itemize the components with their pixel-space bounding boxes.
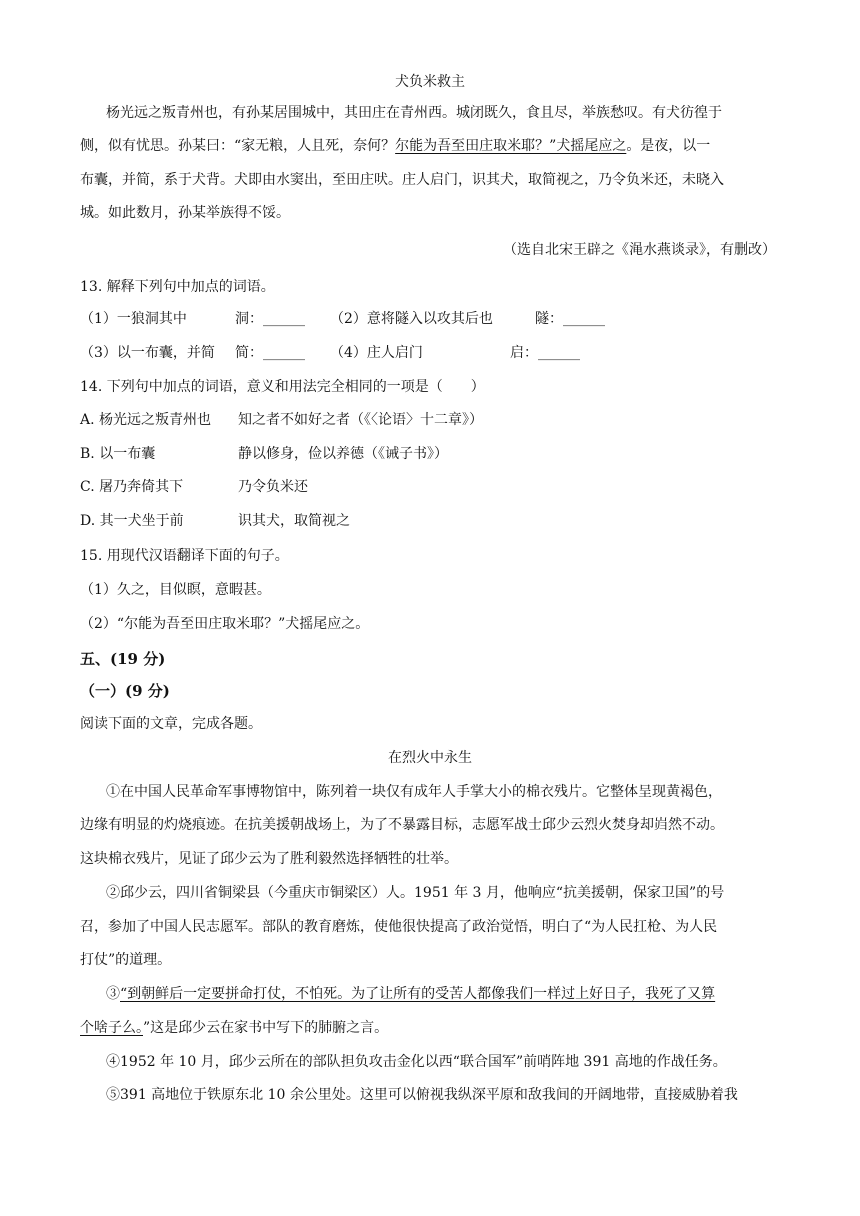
passage2-p3-line-1 bbox=[106, 984, 780, 1004]
underlined-sentence: 尔能为吾至田庄取米耶？”犬摇尾应之 bbox=[395, 138, 627, 154]
q14-c-right: 乃令负米还 bbox=[238, 479, 308, 495]
passage2-p1-line-2: 边缘有明显的灼烧痕迹。在抗美援朝战场上，为了不暴露目标，志愿军战士邱少云烈火焚身却岿然不动。 bbox=[80, 817, 724, 833]
q13-item-2: （2）意将隧入以攻其后也 bbox=[330, 311, 493, 327]
q15-stem: 15. 用现代汉语翻译下面的句子。 bbox=[80, 548, 289, 564]
section-heading: 五、(19 分) bbox=[80, 650, 166, 668]
passage1-line-4: 城。如此数月，孙某举族得不馁。 bbox=[80, 205, 290, 221]
passage1-line-2a: 侧，似有忧思。孙某曰：“家无粮，人且死，奈何？ bbox=[80, 138, 396, 154]
q13-blank-1[interactable]: 洞：______ bbox=[235, 311, 305, 327]
q14-b-left: B. 以一布囊 bbox=[80, 446, 156, 462]
passage2-p2-line-3: 打仗”的道理。 bbox=[80, 952, 172, 968]
q14-stem: 14. 下列句中加点的词语，意义和用法完全相同的一项是（ ） bbox=[80, 379, 485, 395]
subsection-heading: （一）(9 分) bbox=[80, 682, 170, 700]
reading-instruction: 阅读下面的文章，完成各题。 bbox=[80, 716, 262, 732]
p3-marker: ③ bbox=[106, 986, 120, 1002]
passage1-line-1: 杨光远之叛青州也，有孙某居围城中，其田庄在青州西。城闭既久，食且尽，举族愁叹。有犬彷徨于 bbox=[106, 105, 722, 121]
q13-blank-3[interactable]: 简：______ bbox=[235, 345, 305, 361]
q13-blank-2[interactable]: 隧：______ bbox=[535, 311, 605, 327]
q14-d-right: 识其犬，取简视之 bbox=[238, 513, 350, 529]
passage2-p5-line-1: ⑤391 高地位于铁原东北 10 余公里处。这里可以俯视我纵深平原和敌我间的开阔地带，直接威胁着我 bbox=[106, 1087, 738, 1103]
q14-a-right: 知之者不如好之者（《〈论语〉十二章》） bbox=[238, 412, 483, 428]
passage1-line-2c: 。是夜，以一 bbox=[626, 138, 711, 154]
underlined-quote-1: “到朝鲜后一定要拼命打仗，不怕死。为了让所有的受苦人都像我们一样过上好日子，我死了又算 bbox=[120, 986, 716, 1002]
passage1-line-2 bbox=[80, 136, 780, 156]
passage1-line-3: 布囊，并简，系于犬背。犬即由水窦出，至田庄吠。庄人启门，识其犬，取简视之，乃令负米还，未晓入 bbox=[80, 172, 724, 188]
q13-item-4: （4）庄人启门 bbox=[330, 345, 423, 361]
passage2-p2-line-2: 召，参加了中国人民志愿军。部队的教育磨炼，使他很快提高了政治觉悟，明白了“为人民扛枪、为人民 bbox=[80, 919, 718, 935]
underlined-quote-2: 个啥子么。 bbox=[80, 1020, 143, 1036]
q15-item-2: （2）“尔能为吾至田庄取米耶？”犬摇尾应之。 bbox=[80, 616, 370, 632]
q15-item-1: （1）久之，目似瞑，意暇甚。 bbox=[80, 582, 271, 598]
p3-line-2-rest: ”这是邱少云在家书中写下的肺腑之言。 bbox=[143, 1020, 389, 1036]
passage2-title: 在烈火中永生 bbox=[388, 750, 472, 766]
q14-b-right: 静以修身，俭以养德（《诫子书》） bbox=[238, 446, 448, 462]
passage1-title: 犬负米救主 bbox=[395, 74, 465, 90]
passage2-p2-line-1: ②邱少云，四川省铜梁县（今重庆市铜梁区）人。1951 年 3 月，他响应“抗美援朝，保家卫国”的号 bbox=[106, 885, 725, 901]
passage2-p1-line-3: 这块棉衣残片，见证了邱少云为了胜利毅然选择牺牲的壮举。 bbox=[80, 851, 458, 867]
q13-item-1: （1）一狼洞其中 bbox=[80, 311, 187, 327]
q14-d-left: D. 其一犬坐于前 bbox=[80, 513, 184, 529]
q13-stem: 13. 解释下列句中加点的词语。 bbox=[80, 279, 275, 295]
passage2-p3-line-2 bbox=[80, 1018, 780, 1038]
q14-c-left: C. 屠乃奔倚其下 bbox=[80, 479, 184, 495]
passage2-p4-line-1: ④1952 年 10 月，邱少云所在的部队担负攻击金化以西“联合国军”前哨阵地 391 高地的作战任务。 bbox=[106, 1054, 727, 1070]
passage2-p1-line-1: ①在中国人民革命军事博物馆中，陈列着一块仅有成年人手掌大小的棉衣残片。它整体呈现黄褐色， bbox=[106, 784, 722, 800]
q13-blank-4[interactable]: 启：______ bbox=[510, 345, 580, 361]
q13-item-3: （3）以一布囊，并简 bbox=[80, 345, 215, 361]
q14-a-left: A. 杨光远之叛青州也 bbox=[80, 412, 212, 428]
passage1-source: （选自北宋王辟之《渑水燕谈录》，有删改） bbox=[503, 242, 776, 258]
